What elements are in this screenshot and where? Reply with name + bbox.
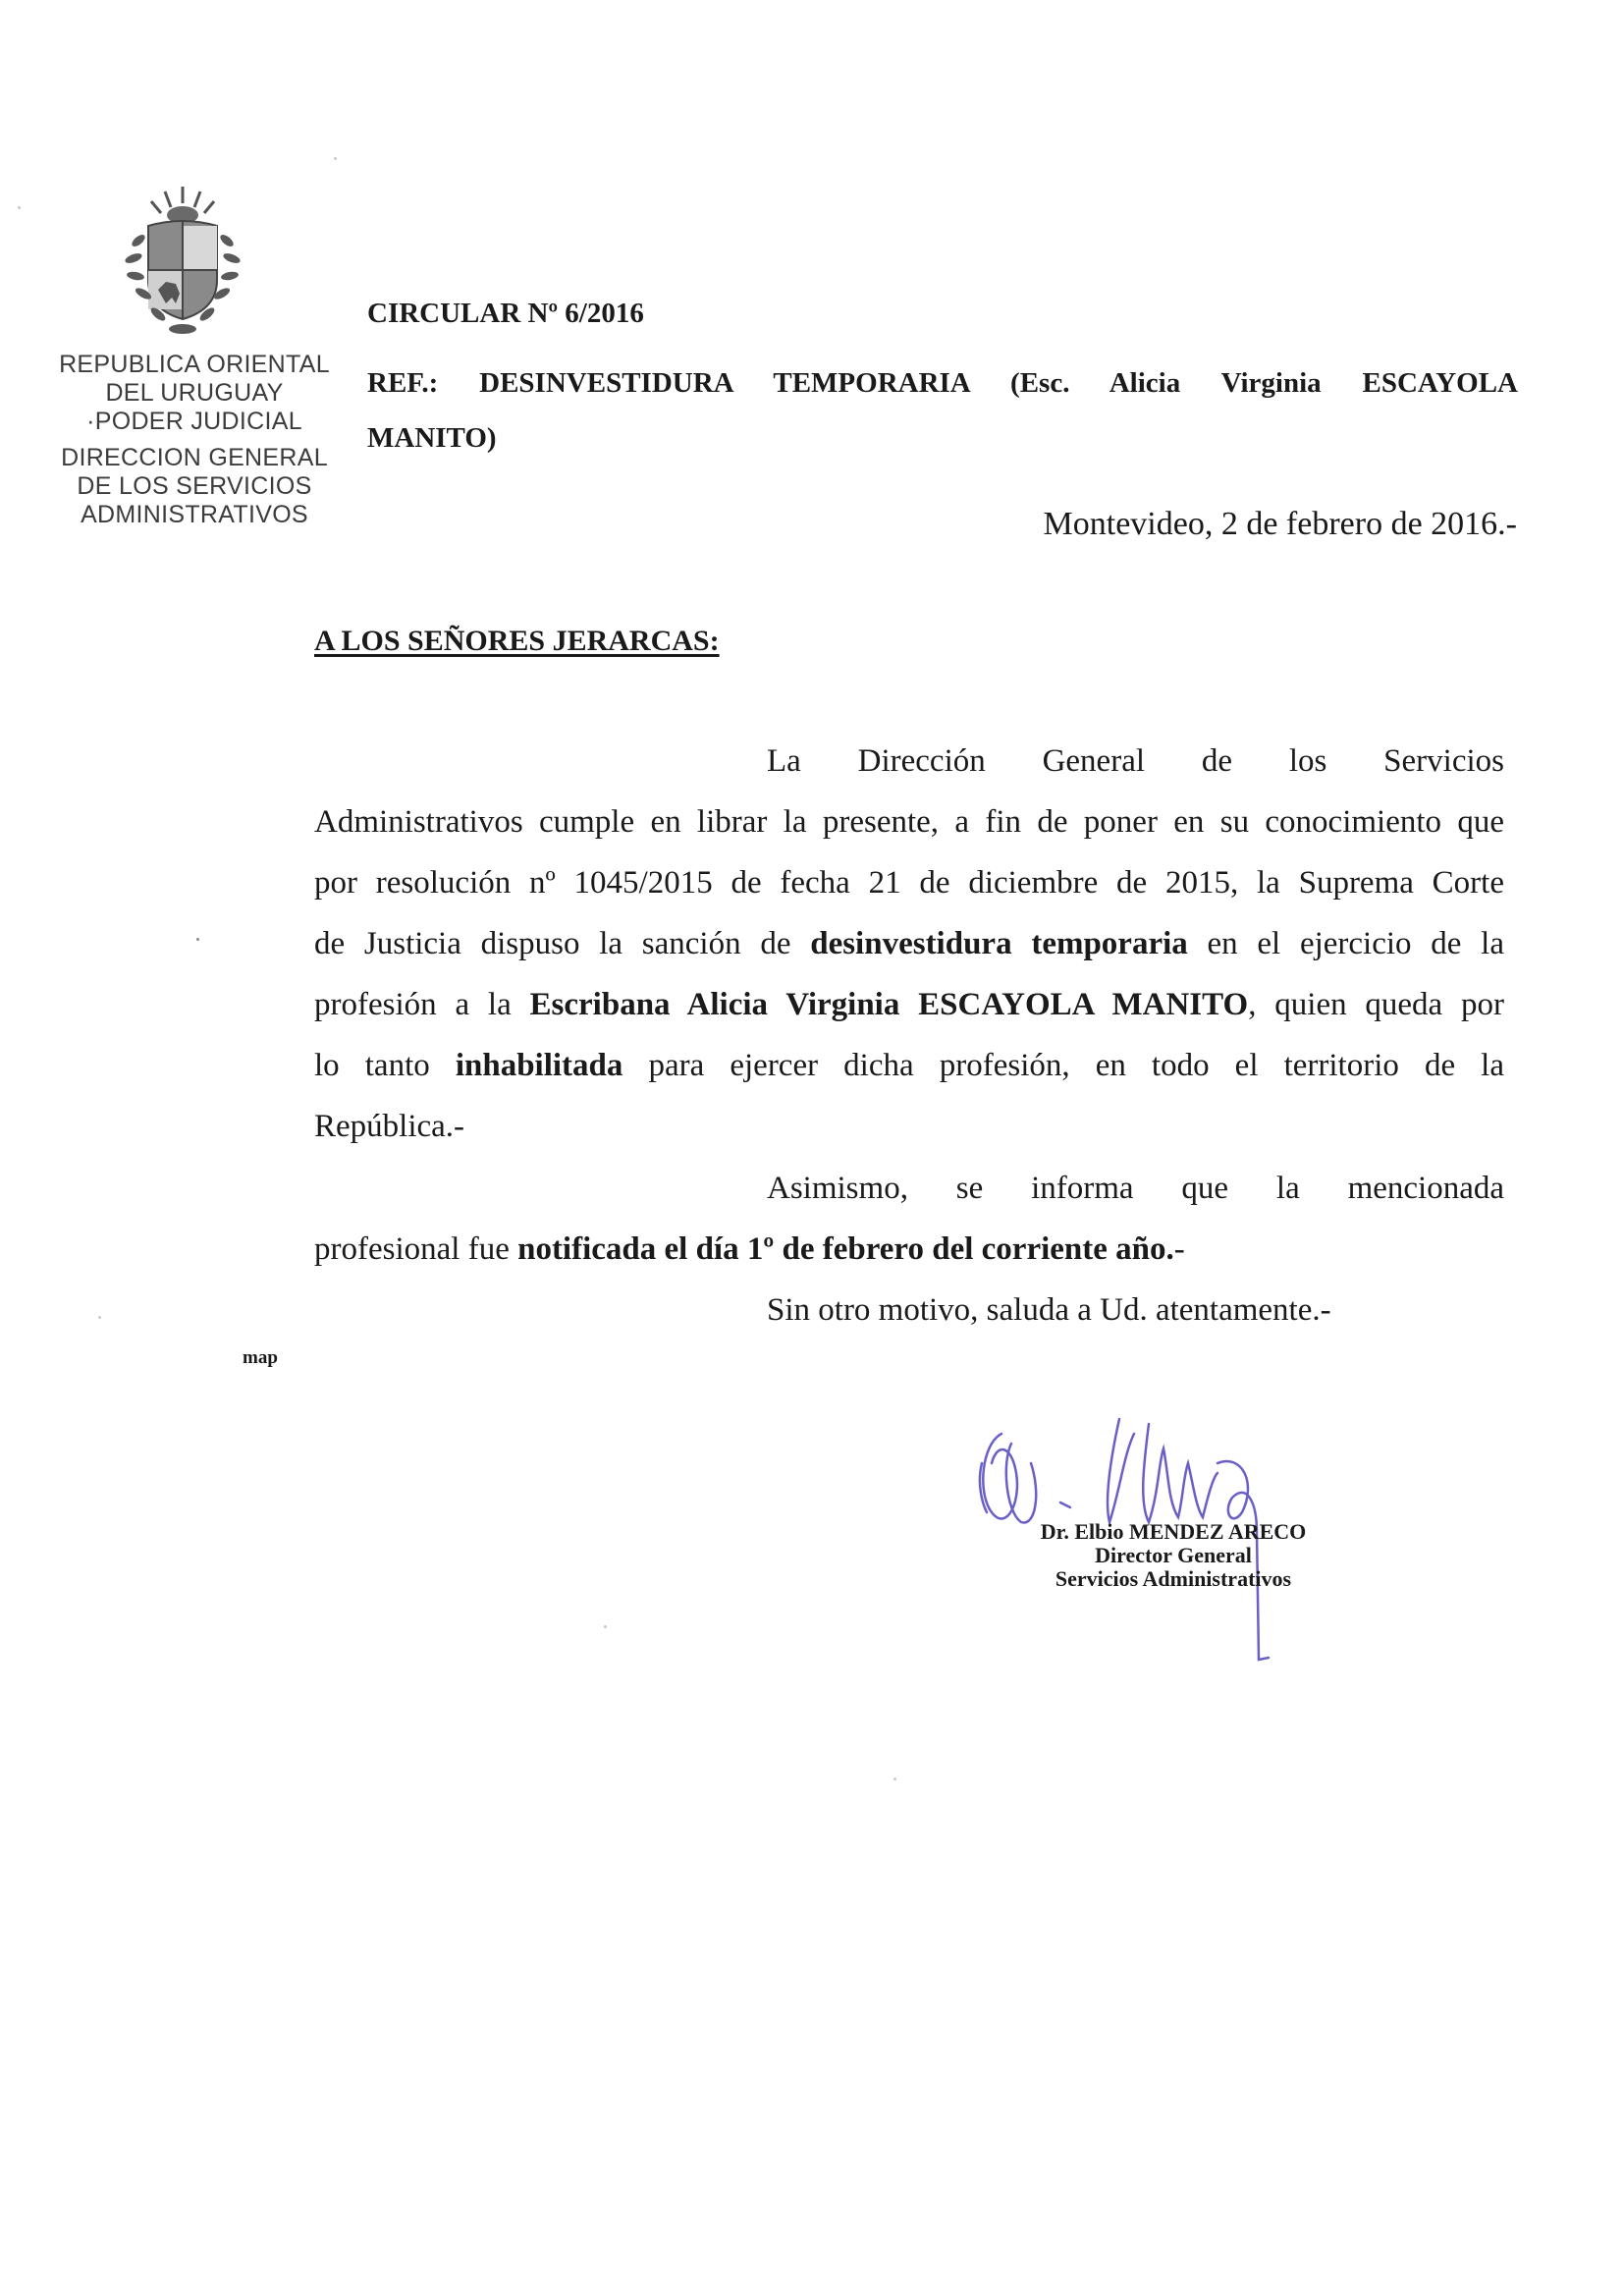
letterhead-line: DEL URUGUAY: [105, 379, 284, 407]
body-line: La Dirección General de los Servicios: [767, 743, 1504, 779]
coat-of-arms-icon: [114, 182, 251, 339]
text-span: profesión a la: [314, 987, 530, 1022]
emphasis-inhabilitada: inhabilitada: [455, 1048, 623, 1083]
text-span: profesional fue: [314, 1231, 518, 1267]
body-line: [314, 985, 1504, 1024]
scan-speck: [98, 1316, 101, 1319]
emphasis-sanction: desinvestidura temporaria: [810, 926, 1188, 961]
signer-block: [1011, 1520, 1335, 1591]
text-span: para ejercer dicha profesión, en todo el territorio de la: [622, 1048, 1505, 1083]
body-line: República.-: [314, 1109, 465, 1144]
body-line: [314, 924, 1504, 963]
date-line: Montevideo, 2 de febrero de 2016.-: [1043, 506, 1517, 542]
typist-initials: map: [243, 1347, 278, 1368]
letterhead-line: DIRECCION GENERAL: [61, 444, 328, 471]
text-span: , quien queda por: [1248, 987, 1504, 1022]
scan-speck: [893, 1777, 896, 1780]
salutation: A LOS SEÑORES JERARCAS:: [314, 625, 720, 657]
scan-speck: [196, 938, 199, 941]
signer-title: Director General: [1095, 1543, 1252, 1567]
scan-speck: [334, 157, 337, 160]
text-span: lo tanto: [314, 1048, 456, 1083]
circular-number: CIRCULAR Nº 6/2016: [367, 298, 644, 329]
closing-line: Sin otro motivo, saluda a Ud. atentamente.-: [767, 1292, 1331, 1328]
signer-name: Dr. Elbio MENDEZ ARECO: [1040, 1519, 1307, 1544]
scan-speck: [18, 206, 21, 209]
letterhead-line: ADMINISTRATIVOS: [81, 501, 308, 528]
emphasis-name: Escribana Alicia Virginia ESCAYOLA MANITO: [529, 987, 1249, 1022]
text-span: -: [1173, 1231, 1185, 1267]
body-line: [314, 1230, 1504, 1269]
body-line: [314, 1046, 1504, 1085]
letterhead-line: DE LOS SERVICIOS: [77, 472, 312, 500]
scan-speck: [604, 1625, 607, 1628]
body-line: Asimismo, se informa que la mencionada: [767, 1171, 1504, 1206]
signer-office: Servicios Administrativos: [1055, 1566, 1292, 1591]
letterhead-line: ·PODER JUDICIAL: [86, 408, 302, 435]
letterhead-line: REPUBLICA ORIENTAL: [59, 351, 330, 378]
body-line: por resolución nº 1045/2015 de fecha 21 de diciembre de 2015, la Suprema Corte: [314, 865, 1504, 901]
emphasis-notification: notificada el día 1º de febrero del corriente año.: [517, 1231, 1174, 1267]
reference-line-continued: MANITO): [367, 422, 497, 454]
text-span: en el ejercicio de la: [1187, 926, 1504, 961]
letterhead: [57, 182, 332, 529]
reference-line: REF.: DESINVESTIDURA TEMPORARIA (Esc. Alicia Virginia ESCAYOLA: [367, 367, 1518, 399]
text-span: de Justicia dispuso la sanción de: [314, 926, 811, 961]
body-line: Administrativos cumple en librar la presente, a fin de poner en su conocimiento que: [314, 804, 1504, 840]
